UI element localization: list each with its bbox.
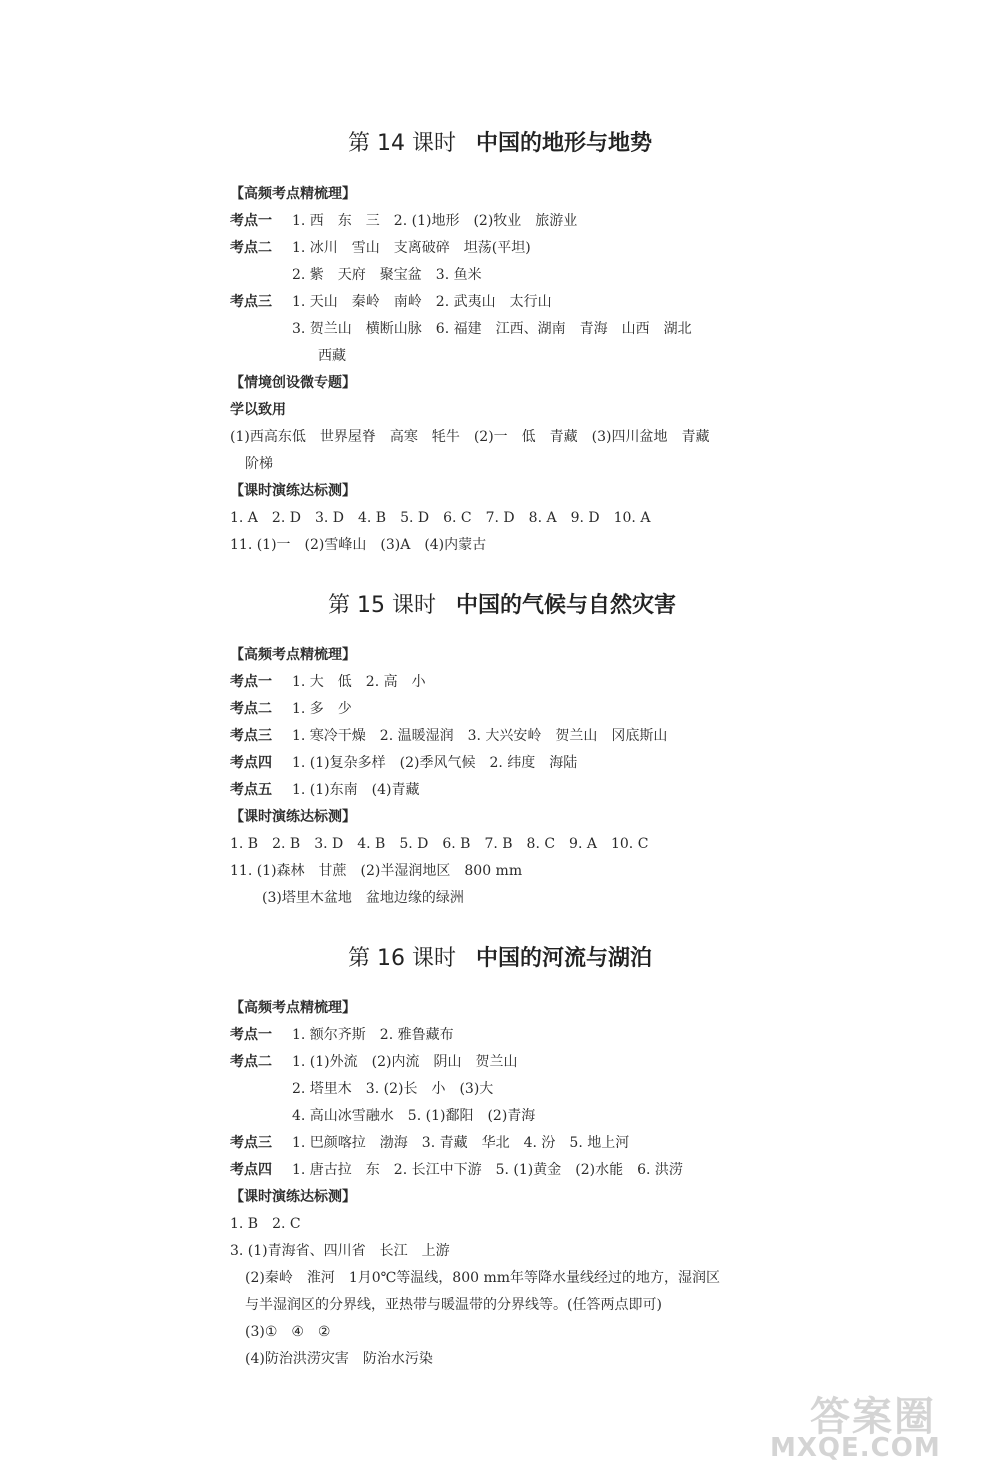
s14-k3-row [230, 292, 552, 312]
s16-heading-test: 【课时演练达标测】 [230, 1189, 356, 1205]
s15-k4-row [230, 753, 577, 773]
s15-k2-text: 1. 多 少 [292, 701, 352, 717]
s15-answers-2: 11. (1)森林 甘蔗 (2)半湿润地区 800 mm [230, 863, 523, 879]
s14-heading-test: 【课时演练达标测】 [230, 483, 356, 499]
section-15-title [328, 588, 676, 619]
s14-k2a-text: 1. 冰川 雪山 支离破碎 坦荡(平坦) [292, 240, 531, 256]
section-14-title [348, 126, 652, 157]
s15-k4-label: 考点四 [230, 755, 272, 771]
section-16-title [348, 941, 652, 972]
s15-k5-row [230, 780, 419, 800]
s16-answers-2: 3. (1)青海省、四川省 长江 上游 [230, 1243, 450, 1259]
s16-k2b-text: 2. 塔里木 3. (2)长 小 (3)大 [292, 1081, 494, 1097]
s16-k3-text: 1. 巴颜喀拉 渤海 3. 青藏 华北 4. 汾 5. 地上河 [292, 1135, 630, 1151]
s14-k3a-text: 1. 天山 秦岭 南岭 2. 武夷山 太行山 [292, 294, 552, 310]
s15-k5-label: 考点五 [230, 782, 272, 798]
section-15-name: 中国的气候与自然灾害 [455, 593, 676, 618]
s15-k2-label: 考点二 [230, 701, 272, 717]
s16-answers-1: 1. B 2. C [230, 1216, 301, 1232]
s16-answers-5: (3)① ④ ② [245, 1324, 331, 1340]
s14-answers-1: 1. A 2. D 3. D 4. B 5. D 6. C 7. D 8. A 9. D 10. A [230, 510, 651, 526]
s14-q1b-text: 阶梯 [245, 456, 273, 472]
s16-answers-4: 与半湿润区的分界线，亚热带与暖温带的分界线等。(任答两点即可) [245, 1297, 662, 1313]
s14-q1a-text: (1)西高东低 世界屋脊 高寒 牦牛 (2)一 低 青藏 (3)四川盆地 青藏 [230, 429, 710, 445]
watermark-bottom-text: MXQE.COM [770, 1433, 941, 1463]
s14-k1-row [230, 211, 577, 231]
s16-k2a-text: 1. (1)外流 (2)内流 阴山 贺兰山 [292, 1054, 518, 1070]
s15-heading-review: 【高频考点精梳理】 [230, 647, 356, 663]
s14-heading-scenario: 【情境创设微专题】 [230, 375, 356, 391]
s16-k1-text: 1. 额尔齐斯 2. 雅鲁藏布 [292, 1027, 454, 1043]
s16-k4-row [230, 1160, 683, 1180]
section-14-name: 中国的地形与地势 [475, 131, 652, 156]
s14-answers-2: 11. (1)一 (2)雪峰山 (3)A (4)内蒙古 [230, 537, 487, 553]
s16-k3-row [230, 1133, 629, 1153]
s16-k1-row [230, 1025, 454, 1045]
s15-k1-row [230, 672, 426, 692]
s16-k4-text: 1. 唐古拉 东 2. 长江中下游 5. (1)黄金 (2)水能 6. 洪涝 [292, 1162, 683, 1178]
section-16-name: 中国的河流与湖泊 [475, 946, 652, 971]
s14-k3c-text: 西藏 [318, 348, 346, 364]
section-15-number: 第 15 课时 [328, 593, 436, 618]
s15-k5-text: 1. (1)东南 (4)青藏 [292, 782, 420, 798]
s14-heading-review: 【高频考点精梳理】 [230, 186, 356, 202]
s15-k3-row [230, 726, 667, 746]
watermark-logo [770, 1385, 980, 1465]
s16-heading-review: 【高频考点精梳理】 [230, 1000, 356, 1016]
s15-k2-row [230, 699, 352, 719]
s16-k1-label: 考点一 [230, 1027, 272, 1043]
s15-answers-3: (3)塔里木盆地 盆地边缘的绿洲 [262, 890, 464, 906]
s16-answers-3: (2)秦岭 淮河 1月0℃等温线，800 mm年等降水量线经过的地方，湿润区 [245, 1270, 721, 1286]
s16-answers-6: (4)防治洪涝灾害 防治水污染 [245, 1351, 433, 1367]
s14-k1-text: 1. 西 东 三 2. (1)地形 (2)牧业 旅游业 [292, 213, 578, 229]
s15-k1-text: 1. 大 低 2. 高 小 [292, 674, 426, 690]
s14-k2-row [230, 238, 531, 258]
s15-k3-label: 考点三 [230, 728, 272, 744]
s16-k2-row [230, 1052, 517, 1072]
s15-k4-text: 1. (1)复杂多样 (2)季风气候 2. 纬度 海陆 [292, 755, 578, 771]
s16-k3-label: 考点三 [230, 1135, 272, 1151]
s16-k2c-text: 4. 高山冰雪融水 5. (1)鄱阳 (2)青海 [292, 1108, 536, 1124]
section-16-number: 第 16 课时 [348, 946, 456, 971]
s14-subheading: 学以致用 [230, 402, 286, 418]
s14-k2-label: 考点二 [230, 240, 272, 256]
s14-k2b-text: 2. 紫 天府 聚宝盆 3. 鱼米 [292, 267, 482, 283]
section-14-number: 第 14 课时 [348, 131, 456, 156]
s15-answers-1: 1. B 2. B 3. D 4. B 5. D 6. B 7. B 8. C 9. A 10. C [230, 836, 649, 852]
s14-k1-label: 考点一 [230, 213, 272, 229]
s15-k3-text: 1. 寒冷干燥 2. 温暖湿润 3. 大兴安岭 贺兰山 冈底斯山 [292, 728, 668, 744]
s15-k1-label: 考点一 [230, 674, 272, 690]
s16-k2-label: 考点二 [230, 1054, 272, 1070]
s15-heading-test: 【课时演练达标测】 [230, 809, 356, 825]
s14-k3b-text: 3. 贺兰山 横断山脉 6. 福建 江西、湖南 青海 山西 湖北 [292, 321, 692, 337]
s16-k4-label: 考点四 [230, 1162, 272, 1178]
s14-k3-label: 考点三 [230, 294, 272, 310]
watermark-top-text: 答案圈 [810, 1394, 936, 1440]
